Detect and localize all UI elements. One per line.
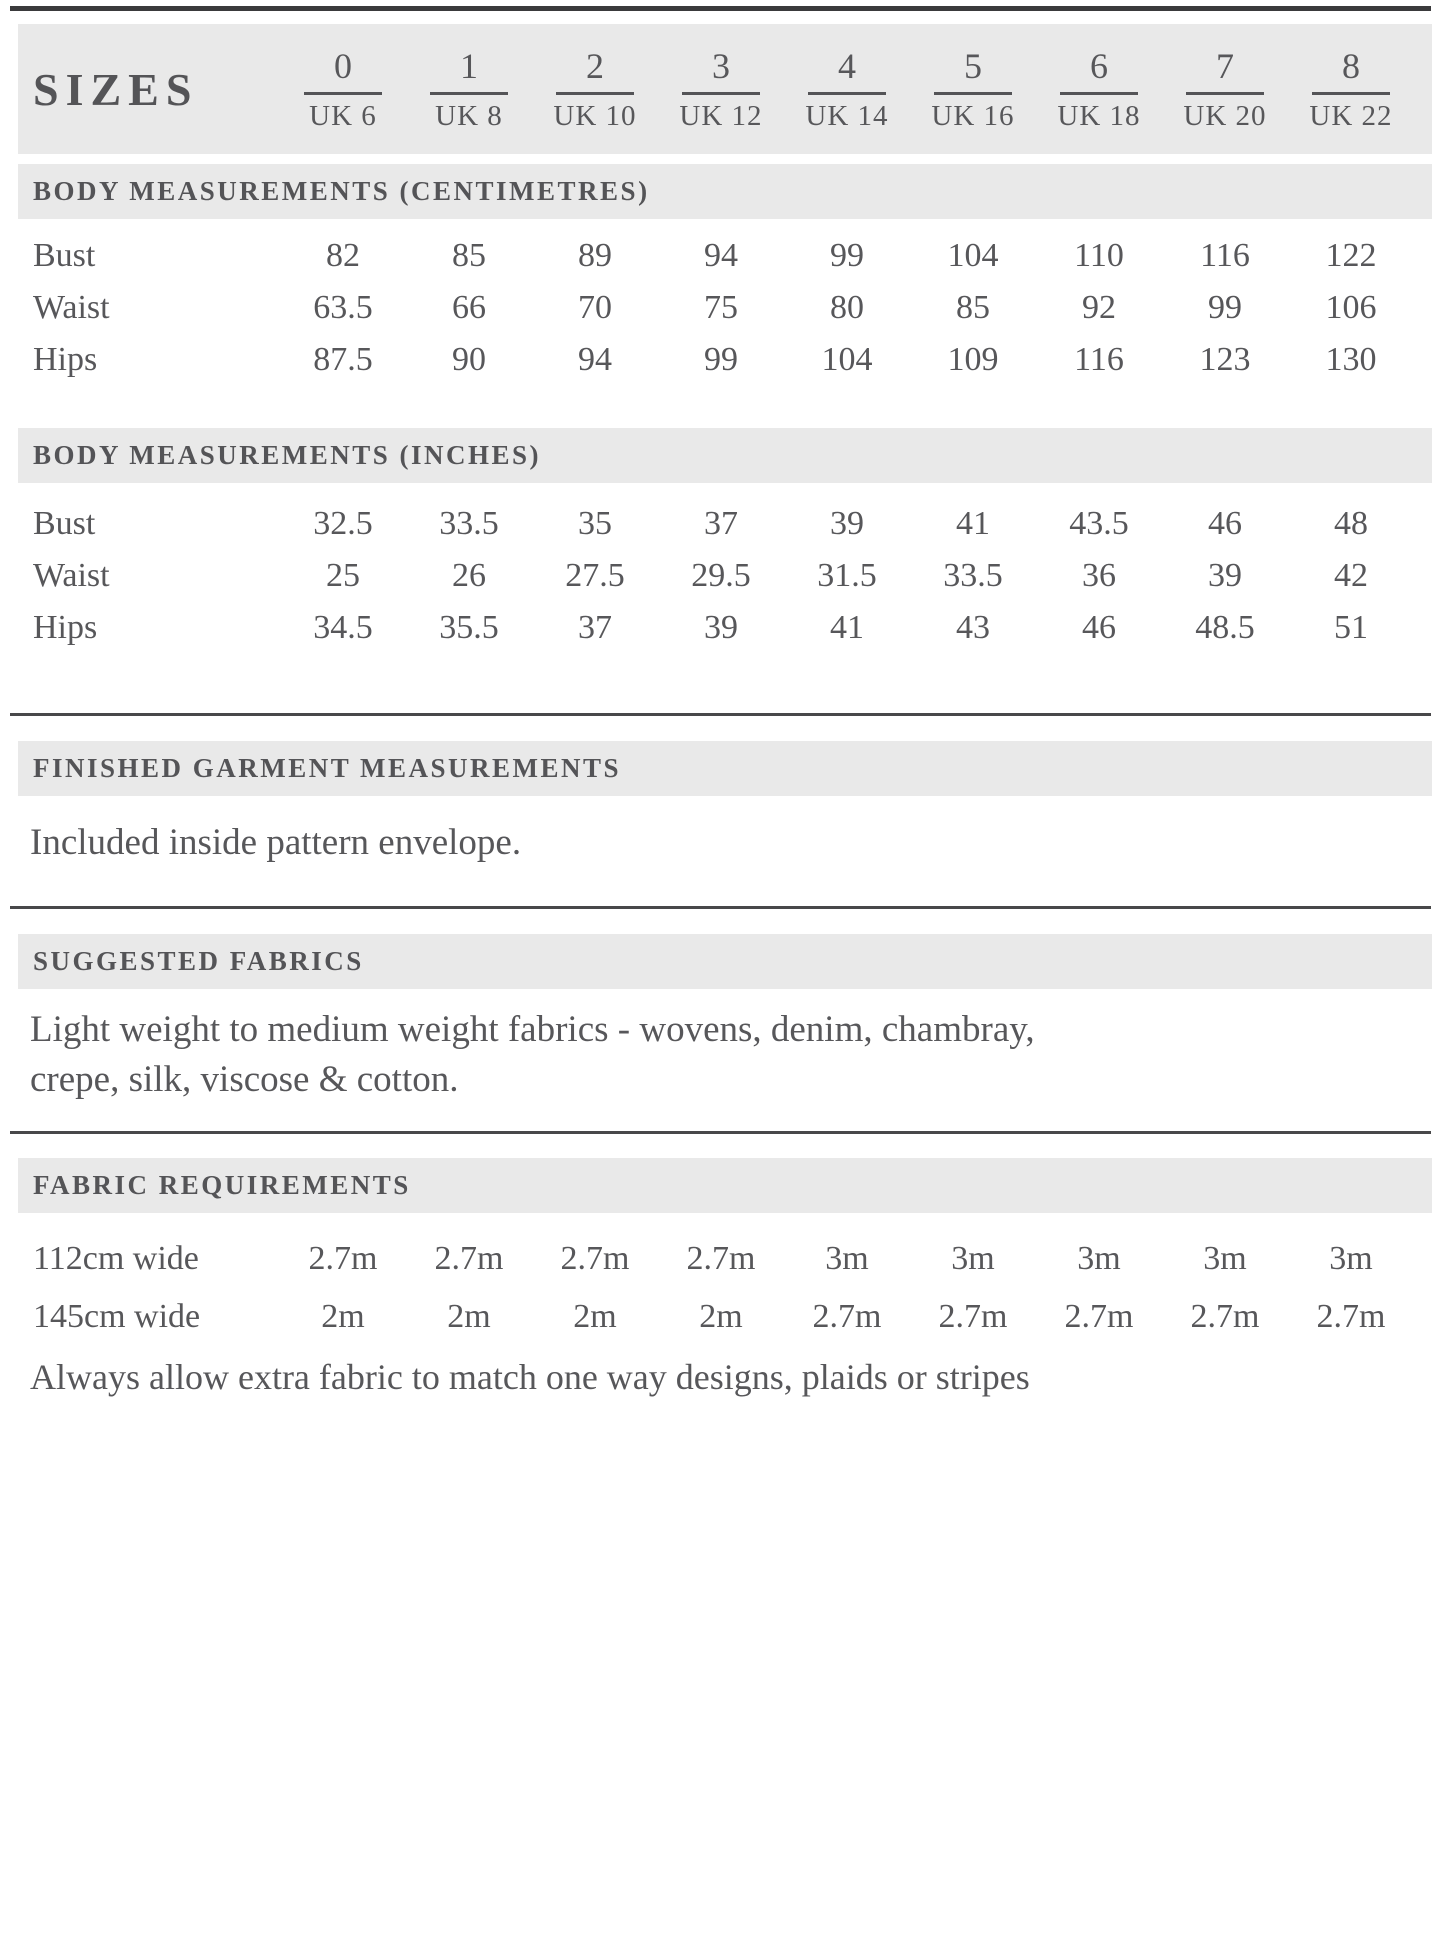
cm-section-band (18, 164, 1432, 219)
table-row-hips-in (18, 602, 1432, 654)
size-column-1 (406, 46, 532, 132)
sizes-header-grid (18, 24, 1432, 154)
measurement-value: 39 (704, 609, 738, 646)
fraction-rule (682, 92, 760, 95)
measurement-value: 46 (1208, 505, 1242, 542)
size-uk-label: UK 6 (309, 100, 377, 132)
size-uk-label: UK 16 (931, 100, 1015, 132)
fabric-note: Always allow extra fabric to match one way designs, plaids or stripes (30, 1357, 1030, 1397)
measurement-value: 34.5 (313, 609, 373, 646)
measurement-value: 33.5 (943, 557, 1003, 594)
measurement-value: 39 (1208, 557, 1242, 594)
measurement-value: 122 (1325, 237, 1377, 274)
size-uk-label: UK 12 (679, 100, 763, 132)
size-uk-label: UK 10 (553, 100, 637, 132)
fabric-amount: 2m (699, 1298, 743, 1335)
measurement-value: 85 (956, 289, 990, 326)
measurement-value: 110 (1074, 237, 1124, 274)
cm-measurement-rows (18, 230, 1432, 386)
sizes-title: SIZES (33, 63, 199, 115)
fraction-rule (304, 92, 382, 95)
measurement-value: 46 (1082, 609, 1116, 646)
fabric-amount: 2.7m (812, 1298, 882, 1335)
size-number: 5 (964, 46, 982, 86)
fabric-amount: 3m (1077, 1240, 1121, 1277)
measurement-value: 27.5 (565, 557, 625, 594)
row-label: Hips (33, 609, 98, 646)
fabric-amount: 2.7m (1190, 1298, 1260, 1335)
measurement-value: 41 (830, 609, 864, 646)
suggested-fabrics-text: Light weight to medium weight fabrics - wovens, denim, chambray, crepe, silk, viscose & cotton. (30, 1009, 1035, 1100)
row-label: 112cm wide (33, 1240, 199, 1277)
cm-section-heading: BODY MEASUREMENTS (CENTIMETRES) (33, 176, 650, 206)
fabric-amount: 2.7m (938, 1298, 1008, 1335)
measurement-value: 106 (1325, 289, 1377, 326)
measurement-value: 35.5 (439, 609, 499, 646)
size-number: 0 (334, 46, 352, 86)
size-uk-label: UK 22 (1309, 100, 1393, 132)
measurement-value: 35 (578, 505, 612, 542)
size-column-8 (1288, 46, 1414, 132)
measurement-value: 43.5 (1069, 505, 1129, 542)
measurement-value: 99 (1208, 289, 1242, 326)
fraction-rule (808, 92, 886, 95)
table-row-145cm (18, 1288, 1432, 1346)
measurement-value: 41 (956, 505, 990, 542)
fraction-rule (430, 92, 508, 95)
measurement-value: 63.5 (313, 289, 373, 326)
table-row-waist-cm (18, 282, 1432, 334)
measurement-value: 99 (704, 341, 738, 378)
fabric-amount: 2m (447, 1298, 491, 1335)
fraction-rule (1312, 92, 1390, 95)
measurement-value: 43 (956, 609, 990, 646)
measurement-value: 89 (578, 237, 612, 274)
size-column-3 (658, 46, 784, 132)
size-column-0 (280, 46, 406, 132)
sizes-header-band (18, 24, 1432, 154)
row-label: Waist (33, 557, 110, 594)
row-label: Hips (33, 341, 98, 378)
measurement-value: 104 (947, 237, 999, 274)
table-row-hips-cm (18, 334, 1432, 386)
fabric-amount: 2m (573, 1298, 617, 1335)
section-divider (10, 906, 1431, 909)
fabric-requirements-band (18, 1158, 1432, 1213)
measurement-value: 36 (1082, 557, 1116, 594)
measurement-value: 39 (830, 505, 864, 542)
fabric-requirements-heading: FABRIC REQUIREMENTS (33, 1170, 411, 1200)
fabric-requirement-rows (18, 1230, 1432, 1346)
row-label: Waist (33, 289, 110, 326)
measurement-value: 104 (821, 341, 873, 378)
table-row-bust-cm (18, 230, 1432, 282)
table-row-bust-in (18, 498, 1432, 550)
fraction-rule (556, 92, 634, 95)
suggested-fabrics-heading: SUGGESTED FABRICS (33, 946, 364, 976)
measurement-value: 25 (326, 557, 360, 594)
fabric-amount: 2.7m (686, 1240, 756, 1277)
size-column-2 (532, 46, 658, 132)
section-divider (10, 1131, 1431, 1134)
measurement-value: 26 (452, 557, 486, 594)
measurement-value: 31.5 (817, 557, 877, 594)
size-number: 8 (1342, 46, 1360, 86)
fabric-amount: 3m (1329, 1240, 1373, 1277)
size-number: 3 (712, 46, 730, 86)
fabric-amount: 2m (321, 1298, 365, 1335)
measurement-value: 37 (578, 609, 612, 646)
inches-measurement-rows (18, 498, 1432, 654)
measurement-value: 85 (452, 237, 486, 274)
size-column-6 (1036, 46, 1162, 132)
measurement-value: 48.5 (1195, 609, 1255, 646)
measurement-value: 33.5 (439, 505, 499, 542)
fabric-amount: 2.7m (560, 1240, 630, 1277)
measurement-value: 29.5 (691, 557, 751, 594)
measurement-value: 109 (947, 341, 999, 378)
measurement-value: 66 (452, 289, 486, 326)
table-row-112cm (18, 1230, 1432, 1288)
measurement-value: 80 (830, 289, 864, 326)
fraction-rule (934, 92, 1012, 95)
measurement-value: 99 (830, 237, 864, 274)
measurement-value: 123 (1199, 341, 1251, 378)
fabric-amount: 2.7m (1064, 1298, 1134, 1335)
size-number: 1 (460, 46, 478, 86)
measurement-value: 48 (1334, 505, 1368, 542)
size-column-7 (1162, 46, 1288, 132)
inches-section-band (18, 428, 1432, 483)
measurement-value: 116 (1200, 237, 1250, 274)
fabric-amount: 3m (825, 1240, 869, 1277)
measurement-value: 75 (704, 289, 738, 326)
measurement-value: 87.5 (313, 341, 373, 378)
size-number: 4 (838, 46, 856, 86)
size-uk-label: UK 20 (1183, 100, 1267, 132)
finished-garment-band (18, 741, 1432, 796)
measurement-value: 92 (1082, 289, 1116, 326)
table-row-waist-in (18, 550, 1432, 602)
size-uk-label: UK 14 (805, 100, 889, 132)
size-uk-label: UK 18 (1057, 100, 1141, 132)
measurement-value: 94 (704, 237, 738, 274)
row-label: 145cm wide (33, 1298, 201, 1335)
finished-garment-text: Included inside pattern envelope. (30, 822, 522, 863)
measurement-value: 116 (1074, 341, 1124, 378)
fabric-amount: 2.7m (308, 1240, 378, 1277)
inches-section-heading: BODY MEASUREMENTS (INCHES) (33, 440, 542, 470)
measurement-value: 90 (452, 341, 486, 378)
measurement-value: 42 (1334, 557, 1368, 594)
finished-garment-heading: FINISHED GARMENT MEASUREMENTS (33, 753, 622, 783)
fabric-amount: 2.7m (434, 1240, 504, 1277)
measurement-value: 82 (326, 237, 360, 274)
measurement-value: 94 (578, 341, 612, 378)
measurement-value: 51 (1334, 609, 1368, 646)
fabric-amount: 3m (951, 1240, 995, 1277)
size-column-5 (910, 46, 1036, 132)
fraction-rule (1186, 92, 1264, 95)
size-uk-label: UK 8 (435, 100, 503, 132)
top-rule (10, 6, 1431, 11)
fabric-amount: 3m (1203, 1240, 1247, 1277)
fabric-amount: 2.7m (1316, 1298, 1386, 1335)
measurement-value: 32.5 (313, 505, 373, 542)
measurement-value: 37 (704, 505, 738, 542)
suggested-fabrics-band (18, 934, 1432, 989)
size-number: 6 (1090, 46, 1108, 86)
size-number: 7 (1216, 46, 1234, 86)
row-label: Bust (33, 237, 96, 274)
size-column-4 (784, 46, 910, 132)
measurement-value: 70 (578, 289, 612, 326)
measurement-value: 130 (1325, 341, 1377, 378)
fraction-rule (1060, 92, 1138, 95)
row-label: Bust (33, 505, 96, 542)
section-divider (10, 713, 1431, 716)
size-number: 2 (586, 46, 604, 86)
